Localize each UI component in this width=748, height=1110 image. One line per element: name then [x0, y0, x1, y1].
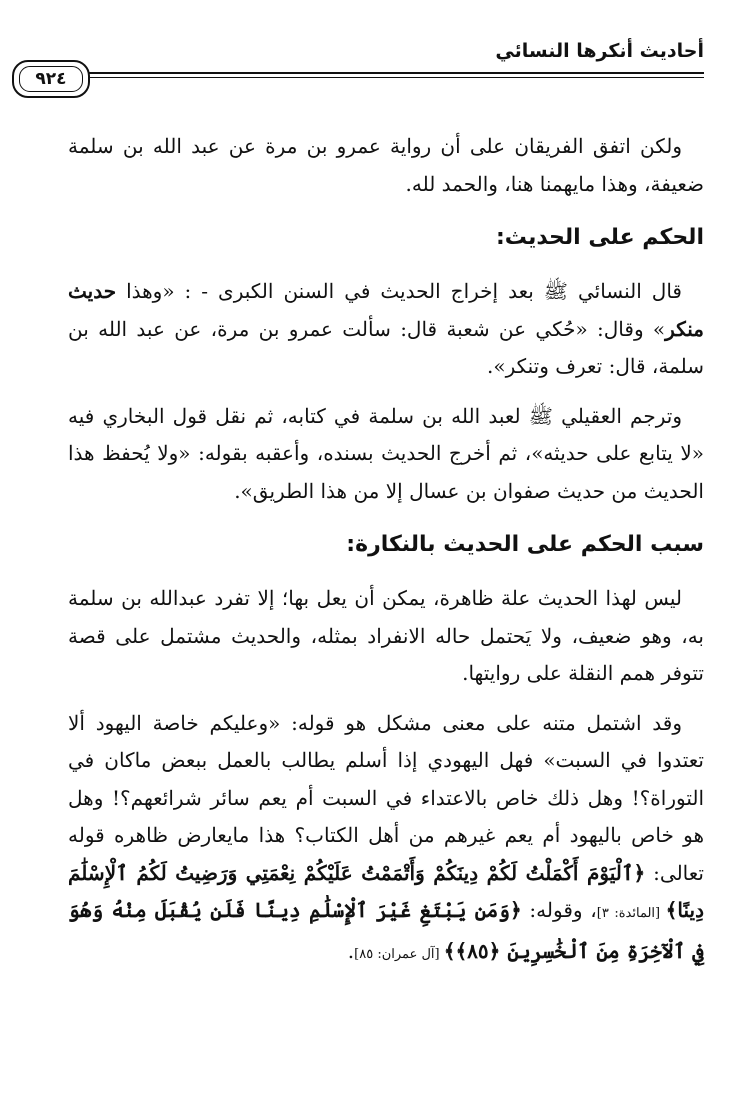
paragraph-2-bold: حديث منكر	[68, 279, 704, 341]
quran-verse-1: ﴿ٱلْيَوْمَ أَكْمَلْتُ لَكُمْ دِينَكُمْ وَأَتْمَمْتُ عَلَيْكُمْ نِعْمَتِي وَرَضِيتُ لَكُمُ ٱلْإِسْلَٰمَ دِينًا﴾	[68, 860, 704, 922]
page-number: ٩٢٤	[19, 66, 83, 92]
verse-2-reference: [آل عمران: ٨٥]	[354, 946, 444, 962]
paragraph-2-text-a: قال النسائي ﷺ بعد إخراج الحديث في السنن الكبرى - : «وهذا	[116, 279, 682, 303]
paragraph-2	[68, 273, 704, 386]
heading-ruling: الحكم على الحديث:	[495, 225, 704, 250]
page-body	[68, 128, 704, 985]
paragraph-5	[68, 705, 704, 974]
paragraph-1: ولكن اتفق الفريقان على أن رواية عمرو بن مرة عن عبد الله بن سلمة ضعيفة، وهذا مايهمنا هنا، والحمد لله.	[68, 134, 704, 196]
running-header-title: أحاديث أنكرها النسائي	[495, 40, 704, 62]
paragraph-5-end: .	[347, 938, 355, 963]
heading-reason: سبب الحكم على الحديث بالنكارة:	[346, 532, 704, 557]
verse-1-reference: [المائدة: ٣]	[596, 906, 666, 921]
quran-verse-2: ﴿وَمَن يَبْتَغِ غَيْرَ ٱلْإِسْلَٰمِ دِينًا فَلَن يُقْبَلَ مِنْهُ وَهُوَ فِي ٱلْآخِرَةِ مِنَ ٱلْخَٰسِرِينَ ﴿٨٥﴾﴾	[68, 898, 704, 963]
paragraph-5-text-a: وقد اشتمل متنه على معنى مشكل هو قوله: «وعليكم خاصة اليهود ألا تعتدوا في السبت» فهل اليهودي إذا أسلم يطالب بالعمل ببعض ماكان في التوراة؟! وهل ذلك خاص بالاعتداء في السبت أم يعم سائر شرائعهم؟! وهل هو خاص باليهود أم يعم غيرهم من أهل الكتاب؟ هذا مايعارض ظاهره قوله تعالى:	[68, 710, 704, 885]
page-number-badge	[12, 60, 90, 98]
paragraph-2-text-c: » وقال: «حُكي عن شعبة قال: سألت عمرو بن مرة، عن عبد الله بن سلمة، قال: تعرف وتنكر».	[68, 316, 704, 378]
paragraph-4: ليس لهذا الحديث علة ظاهرة، يمكن أن يعل بها؛ إلا تفرد عبدالله بن سلمة به، وهو ضعيف، ولا يَحتمل حاله الانفراد بمثله، والحديث مشتمل على قصة تتوفر همم النقلة على روايتها.	[68, 586, 704, 685]
header-rule	[70, 72, 704, 74]
header-rule-thin	[70, 77, 704, 78]
paragraph-3: وترجم العقيلي ﷺ لعبد الله بن سلمة في كتابه، ثم نقل قول البخاري فيه «لا يتابع على حديثه»، ثم أخرج الحديث بسنده، وأعقبه بقوله: «ولا يُحفظ هذا الحديث من حديث صفوان بن عسال إلا من هذا الطريق».	[68, 403, 704, 503]
paragraph-5-text-b: ، وقوله:	[521, 898, 597, 922]
